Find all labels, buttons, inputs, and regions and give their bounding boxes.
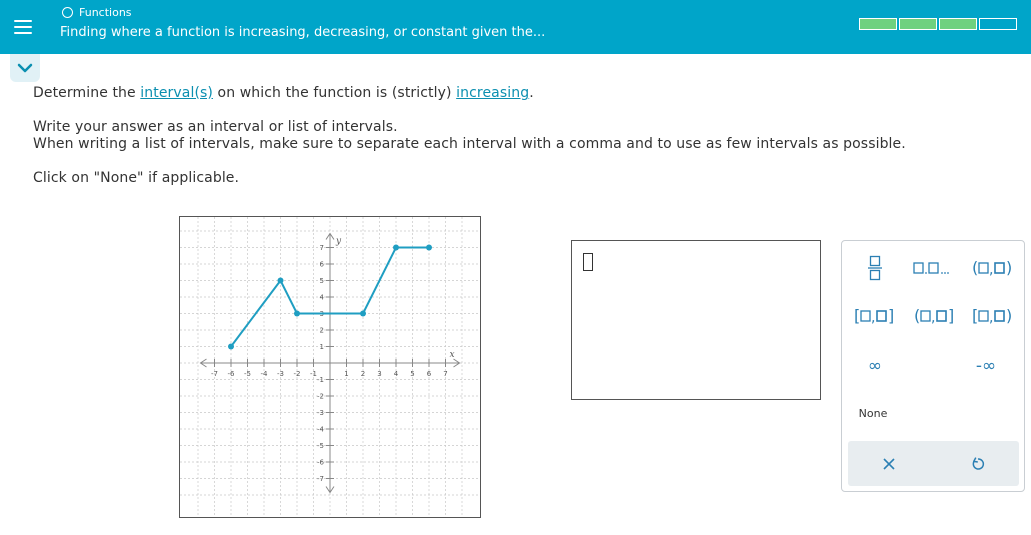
x-tick-label: -4 — [260, 370, 268, 378]
open-closed-interval-key[interactable] — [910, 301, 960, 331]
increasing-link[interactable]: increasing — [456, 85, 530, 101]
list-key[interactable] — [910, 253, 956, 283]
graph-canvas — [180, 217, 480, 517]
question-line-1 — [33, 85, 534, 101]
y-tick-label: 5 — [319, 277, 324, 285]
x-tick-label: 5 — [410, 370, 415, 378]
function-point — [228, 344, 234, 350]
question-text: . — [529, 85, 534, 101]
x-tick-label: 7 — [443, 370, 448, 378]
open-open-interval-key[interactable] — [968, 253, 1018, 283]
y-tick-label: 1 — [319, 343, 324, 351]
x-tick-label: -6 — [227, 370, 235, 378]
y-tick-label: -3 — [317, 409, 324, 417]
svg-text:(: ( — [972, 259, 979, 277]
chevron-down-icon — [17, 63, 33, 73]
y-tick-label: -6 — [317, 458, 324, 467]
closed-closed-interval-icon — [853, 307, 897, 325]
hamburger-icon — [14, 20, 32, 34]
svg-text:,: , — [989, 262, 994, 277]
svg-text:,: , — [989, 310, 994, 325]
instruction-line-1: Write your answer as an interval or list of intervals. — [33, 119, 398, 135]
negative-infinity-key[interactable]: -∞ — [975, 356, 997, 376]
instruction-line-3: Click on "None" if applicable. — [33, 170, 240, 186]
open-closed-interval-icon — [913, 307, 957, 325]
x-tick-label: 2 — [360, 370, 366, 378]
y-axis-label: y — [336, 236, 342, 247]
svg-text:(: ( — [914, 307, 921, 325]
input-cursor — [583, 253, 593, 271]
y-tick-label: -2 — [317, 392, 324, 401]
close-icon — [883, 458, 895, 470]
closed-closed-interval-key[interactable] — [850, 301, 900, 331]
answer-input[interactable] — [571, 240, 821, 400]
progress-segment — [899, 18, 937, 30]
x-axis-label: x — [449, 350, 455, 360]
svg-text:): ) — [1006, 259, 1013, 277]
header-bar — [0, 0, 1031, 54]
x-tick-label: -3 — [277, 370, 284, 378]
x-tick-label: -2 — [293, 370, 301, 378]
closed-open-interval-icon — [971, 307, 1015, 325]
x-tick-label: -7 — [211, 370, 218, 378]
svg-text:]: ] — [888, 307, 895, 325]
undo-button[interactable] — [963, 449, 993, 479]
expand-button[interactable] — [10, 54, 40, 82]
x-tick-label: -1 — [310, 370, 317, 378]
progress-segment — [939, 18, 977, 30]
x-tick-label: 4 — [393, 370, 399, 378]
none-key[interactable]: None — [858, 406, 888, 420]
y-tick-label: 2 — [319, 326, 324, 335]
svg-text:[: [ — [854, 307, 861, 325]
keypad-footer — [848, 441, 1019, 486]
intervals-link[interactable]: interval(s) — [140, 85, 213, 101]
x-tick-label: 3 — [377, 370, 382, 378]
undo-icon — [971, 457, 985, 471]
topic-label: Functions — [79, 6, 132, 19]
x-tick-label: 6 — [426, 370, 432, 378]
question-text: Determine the — [33, 85, 141, 101]
svg-text:]: ] — [948, 307, 955, 325]
svg-text:[: [ — [972, 307, 979, 325]
function-point — [294, 311, 300, 317]
fraction-key[interactable] — [860, 253, 890, 283]
open-open-interval-icon — [971, 259, 1015, 277]
math-keypad — [841, 240, 1025, 492]
menu-button[interactable] — [0, 0, 46, 54]
svg-text:,: , — [931, 310, 936, 325]
svg-text:): ) — [1006, 307, 1013, 325]
closed-open-interval-key[interactable] — [968, 301, 1018, 331]
x-tick-label: 1 — [344, 370, 349, 378]
function-point — [360, 311, 366, 317]
y-tick-label: -1 — [317, 376, 324, 384]
clear-button[interactable] — [874, 449, 904, 479]
page-title: Finding where a function is increasing, decreasing, or constant given the... — [60, 25, 546, 40]
y-tick-label: -5 — [317, 442, 324, 450]
y-tick-label: 6 — [319, 260, 324, 269]
y-tick-label: -7 — [317, 475, 324, 483]
y-tick-label: -4 — [317, 425, 324, 434]
function-point — [393, 245, 399, 251]
instruction-line-2: When writing a list of intervals, make sure to separate each interval with a comma and to use as few intervals as possible. — [33, 136, 906, 152]
fraction-icon — [868, 255, 882, 281]
svg-text:,: , — [871, 310, 876, 325]
list-icon — [913, 261, 953, 275]
question-text: on which the function is (strictly) — [213, 85, 457, 101]
topic-row — [62, 6, 132, 19]
progress-segment — [979, 18, 1017, 30]
function-point — [426, 245, 432, 251]
y-tick-label: 7 — [319, 244, 324, 252]
infinity-key[interactable]: ∞ — [867, 356, 883, 376]
y-tick-label: 4 — [319, 293, 324, 302]
progress-bar — [859, 18, 1019, 30]
progress-segment — [859, 18, 897, 30]
function-point — [278, 278, 284, 284]
function-graph — [179, 216, 481, 518]
topic-circle-icon — [62, 7, 73, 18]
x-tick-label: -5 — [244, 370, 251, 378]
y-tick-label: 3 — [319, 310, 324, 318]
